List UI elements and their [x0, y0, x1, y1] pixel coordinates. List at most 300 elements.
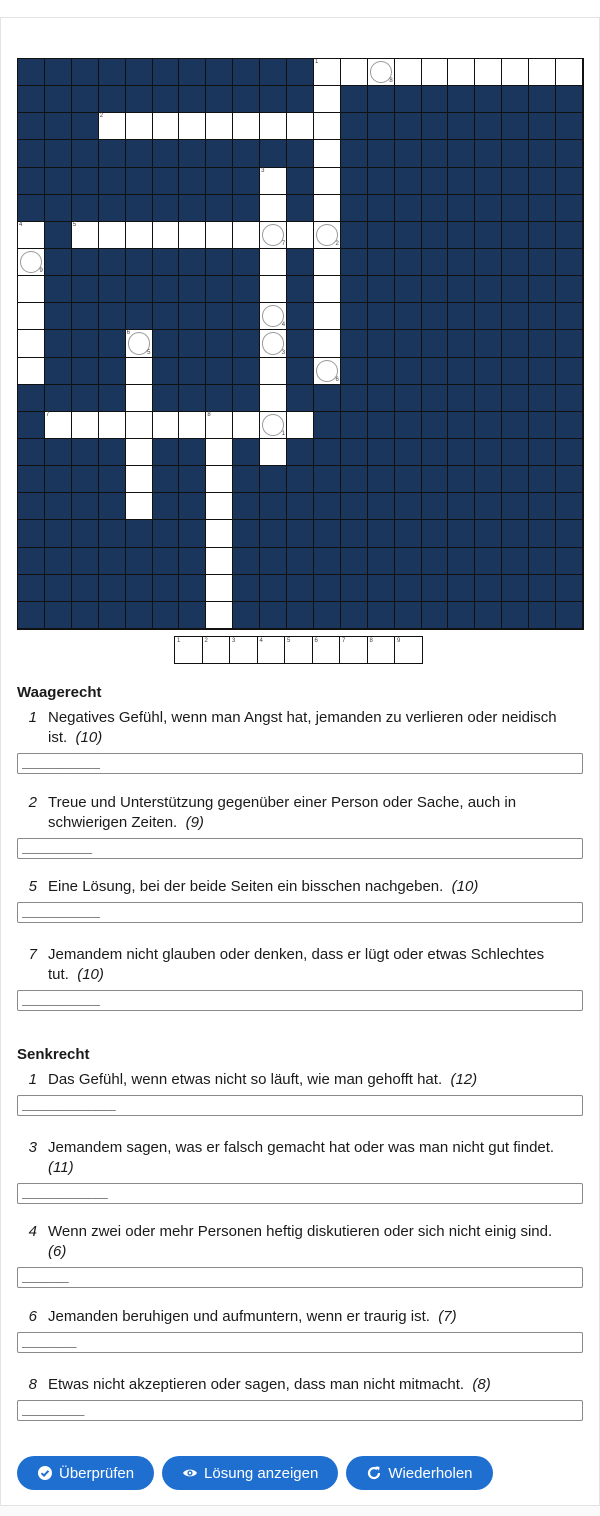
blocked-cell — [206, 168, 233, 195]
blocked-cell — [556, 385, 583, 412]
clue-length: (9) — [185, 814, 204, 831]
blocked-cell — [233, 439, 260, 466]
clue-number-label: 4 — [19, 221, 23, 228]
crossword-cell[interactable] — [233, 222, 260, 249]
blocked-cell — [287, 520, 314, 547]
clue-number: 7 — [28, 946, 37, 963]
blocked-cell — [18, 168, 45, 195]
blocked-cell — [99, 493, 126, 520]
blocked-cell — [556, 439, 583, 466]
crossword-cell[interactable] — [206, 520, 233, 547]
show-solution-button[interactable] — [162, 1456, 338, 1490]
blocked-cell — [529, 249, 556, 276]
blocked-cell — [314, 439, 341, 466]
crossword-cell[interactable] — [206, 466, 233, 493]
blocked-cell — [179, 439, 206, 466]
blocked-cell — [368, 168, 395, 195]
blocked-cell — [206, 385, 233, 412]
blocked-cell — [475, 520, 502, 547]
blocked-cell — [502, 439, 529, 466]
crossword-cell[interactable] — [529, 59, 556, 86]
answer-input[interactable] — [17, 1332, 583, 1353]
crossword-cell[interactable] — [314, 168, 341, 195]
blocked-cell — [502, 195, 529, 222]
blocked-cell — [72, 168, 99, 195]
blocked-cell — [502, 330, 529, 357]
clue-number-label: 1 — [314, 59, 319, 65]
answer-input[interactable] — [17, 753, 583, 774]
clue-length: (7) — [438, 1308, 457, 1325]
solution-letter-box — [313, 637, 341, 663]
blocked-cell — [260, 602, 287, 629]
crossword-cell[interactable] — [126, 439, 153, 466]
blocked-cell — [99, 548, 126, 575]
blocked-cell — [287, 358, 314, 385]
blocked-cell — [529, 276, 556, 303]
clue-text: Jemandem nicht glauben oder denken, dass er lügt oder etwas Schlechtes tut. (10) — [48, 946, 545, 983]
blocked-cell — [448, 140, 475, 167]
blocked-cell — [341, 113, 368, 140]
solution-index-label: 9 — [39, 268, 43, 275]
blocked-cell — [260, 493, 287, 520]
crossword-cell[interactable] — [260, 276, 287, 303]
blocked-cell — [502, 140, 529, 167]
blocked-cell — [475, 548, 502, 575]
crossword-cell[interactable] — [206, 222, 233, 249]
blocked-cell — [368, 222, 395, 249]
crossword-cell[interactable] — [260, 412, 287, 439]
blocked-cell — [395, 385, 422, 412]
blocked-cell — [395, 222, 422, 249]
crossword-cell[interactable] — [368, 59, 395, 86]
crossword-cell[interactable] — [45, 412, 72, 439]
solution-box-number: 2 — [204, 638, 208, 644]
blocked-cell — [529, 195, 556, 222]
blocked-cell — [314, 575, 341, 602]
blocked-cell — [422, 602, 449, 629]
crossword-cell[interactable] — [153, 113, 180, 140]
blocked-cell — [153, 385, 180, 412]
check-button[interactable] — [17, 1456, 154, 1490]
blocked-cell — [99, 140, 126, 167]
blocked-cell — [368, 86, 395, 113]
crossword-cell[interactable] — [475, 59, 502, 86]
blocked-cell — [395, 548, 422, 575]
blocked-cell — [475, 86, 502, 113]
solution-index-label: 5 — [147, 349, 151, 356]
blocked-cell — [287, 548, 314, 575]
crossword-cell[interactable] — [18, 222, 45, 249]
crossword-cell[interactable] — [314, 195, 341, 222]
blocked-cell — [556, 466, 583, 493]
down-clue-6 — [17, 1307, 583, 1353]
blocked-cell — [395, 520, 422, 547]
blocked-cell — [475, 439, 502, 466]
crossword-cell[interactable] — [314, 222, 341, 249]
blocked-cell — [126, 249, 153, 276]
blocked-cell — [18, 520, 45, 547]
crossword-cell[interactable] — [260, 330, 287, 357]
check-circle-icon — [37, 1465, 53, 1481]
blocked-cell — [153, 548, 180, 575]
blocked-cell — [153, 59, 180, 86]
blocked-cell — [99, 168, 126, 195]
crossword-cell[interactable] — [206, 548, 233, 575]
blocked-cell — [368, 249, 395, 276]
blocked-cell — [287, 330, 314, 357]
crossword-cell[interactable] — [260, 168, 287, 195]
blocked-cell — [502, 222, 529, 249]
blocked-cell — [260, 575, 287, 602]
blocked-cell — [18, 385, 45, 412]
clue-text: Wenn zwei oder mehr Personen heftig diskutieren oder sich nicht einig sind. (6) — [48, 1223, 553, 1260]
blocked-cell — [529, 548, 556, 575]
crossword-cell[interactable] — [126, 466, 153, 493]
blocked-cell — [368, 303, 395, 330]
blocked-cell — [502, 466, 529, 493]
crossword-cell[interactable] — [99, 412, 126, 439]
crossword-cell[interactable] — [206, 575, 233, 602]
blocked-cell — [72, 195, 99, 222]
blocked-cell — [448, 276, 475, 303]
crossword-cell[interactable] — [314, 249, 341, 276]
blocked-cell — [502, 168, 529, 195]
crossword-cell[interactable] — [556, 59, 583, 86]
blocked-cell — [45, 86, 72, 113]
blocked-cell — [422, 113, 449, 140]
blocked-cell — [45, 222, 72, 249]
clue-text: Etwas nicht akzeptieren oder sagen, dass man nicht mitmacht. (8) — [48, 1376, 491, 1393]
blocked-cell — [448, 493, 475, 520]
crossword-cell[interactable] — [314, 59, 341, 86]
blocked-cell — [395, 439, 422, 466]
crossword-cell[interactable] — [72, 222, 99, 249]
clue-length: (8) — [472, 1376, 491, 1393]
blocked-cell — [448, 412, 475, 439]
crossword-cell[interactable] — [314, 303, 341, 330]
blocked-cell — [556, 493, 583, 520]
answer-input[interactable] — [17, 838, 583, 859]
crossword-cell[interactable] — [126, 385, 153, 412]
blocked-cell — [448, 249, 475, 276]
solution-index-label: 4 — [281, 322, 286, 329]
blocked-cell — [233, 276, 260, 303]
crossword-cell[interactable] — [153, 222, 180, 249]
solution-index-label: 7 — [281, 240, 286, 247]
blocked-cell — [502, 575, 529, 602]
blocked-cell — [448, 439, 475, 466]
blocked-cell — [45, 385, 72, 412]
crossword-cell[interactable] — [260, 113, 287, 140]
blocked-cell — [422, 140, 449, 167]
crossword-cell[interactable] — [260, 222, 287, 249]
crossword-cell[interactable] — [448, 59, 475, 86]
blocked-cell — [502, 548, 529, 575]
blocked-cell — [260, 548, 287, 575]
clue-length: (10) — [77, 966, 104, 983]
blocked-cell — [126, 575, 153, 602]
blocked-cell — [206, 276, 233, 303]
blocked-cell — [341, 439, 368, 466]
blocked-cell — [126, 276, 153, 303]
crossword-cell[interactable] — [260, 385, 287, 412]
answer-input[interactable] — [17, 1400, 583, 1421]
blocked-cell — [179, 602, 206, 629]
blocked-cell — [287, 249, 314, 276]
blocked-cell — [179, 520, 206, 547]
crossword-cell[interactable] — [260, 249, 287, 276]
blocked-cell — [233, 493, 260, 520]
blocked-cell — [368, 575, 395, 602]
crossword-grid — [17, 58, 584, 630]
crossword-cell[interactable] — [287, 113, 314, 140]
blocked-cell — [72, 439, 99, 466]
blocked-cell — [395, 330, 422, 357]
blocked-cell — [45, 493, 72, 520]
blocked-cell — [153, 86, 180, 113]
blocked-cell — [502, 412, 529, 439]
blocked-cell — [287, 276, 314, 303]
crossword-cell[interactable] — [287, 412, 314, 439]
retry-button[interactable] — [346, 1456, 492, 1490]
crossword-cell[interactable] — [206, 493, 233, 520]
blocked-cell — [260, 86, 287, 113]
clue-length: (6) — [48, 1243, 67, 1260]
blocked-cell — [233, 140, 260, 167]
solution-box-number: 8 — [369, 638, 373, 644]
crossword-cell[interactable] — [260, 195, 287, 222]
crossword-cell[interactable] — [179, 113, 206, 140]
blocked-cell — [206, 86, 233, 113]
blocked-cell — [179, 303, 206, 330]
blocked-cell — [72, 520, 99, 547]
crossword-cell[interactable] — [287, 222, 314, 249]
show-solution-button-label: Lösung anzeigen — [204, 1464, 319, 1482]
blocked-cell — [395, 113, 422, 140]
crossword-cell[interactable] — [18, 249, 45, 276]
crossword-cell[interactable] — [206, 602, 233, 629]
blocked-cell — [502, 493, 529, 520]
solution-box-number: 7 — [342, 638, 346, 644]
solution-box-number: 3 — [232, 638, 236, 644]
crossword-cell[interactable] — [99, 222, 126, 249]
solution-index-label: 8 — [389, 78, 393, 85]
blocked-cell — [448, 358, 475, 385]
crossword-cell[interactable] — [233, 412, 260, 439]
blocked-cell — [99, 330, 126, 357]
blocked-cell — [233, 330, 260, 357]
crossword-cell[interactable] — [18, 276, 45, 303]
crossword-cell[interactable] — [126, 358, 153, 385]
blocked-cell — [206, 140, 233, 167]
blocked-cell — [18, 59, 45, 86]
blocked-cell — [341, 303, 368, 330]
blocked-cell — [422, 249, 449, 276]
blocked-cell — [341, 493, 368, 520]
blocked-cell — [341, 548, 368, 575]
blocked-cell — [556, 168, 583, 195]
answer-input[interactable] — [17, 990, 583, 1011]
blocked-cell — [72, 602, 99, 629]
blocked-cell — [45, 330, 72, 357]
answer-input[interactable] — [17, 1095, 583, 1116]
answer-input[interactable] — [17, 1183, 583, 1204]
blocked-cell — [99, 195, 126, 222]
blocked-cell — [99, 276, 126, 303]
blocked-cell — [287, 385, 314, 412]
crossword-cell[interactable] — [422, 59, 449, 86]
blocked-cell — [556, 140, 583, 167]
blocked-cell — [341, 140, 368, 167]
crossword-cell[interactable] — [179, 412, 206, 439]
solution-box-number: 1 — [177, 638, 181, 644]
across-clue-2 — [17, 793, 583, 859]
blocked-cell — [422, 195, 449, 222]
blocked-cell — [422, 222, 449, 249]
crossword-cell[interactable] — [126, 330, 153, 357]
crossword-cell[interactable] — [206, 113, 233, 140]
blocked-cell — [368, 385, 395, 412]
crossword-cell[interactable] — [341, 59, 368, 86]
blocked-cell — [45, 548, 72, 575]
crossword-cell[interactable] — [314, 358, 341, 385]
blocked-cell — [126, 59, 153, 86]
crossword-cell[interactable] — [206, 439, 233, 466]
blocked-cell — [72, 385, 99, 412]
clue-number: 4 — [28, 1223, 37, 1240]
blocked-cell — [341, 385, 368, 412]
blocked-cell — [502, 303, 529, 330]
down-clue-8 — [17, 1375, 583, 1421]
blocked-cell — [126, 520, 153, 547]
crossword-cell[interactable] — [260, 303, 287, 330]
crossword-cell[interactable] — [18, 303, 45, 330]
blocked-cell — [341, 276, 368, 303]
solution-letter-box — [395, 637, 423, 663]
crossword-cell[interactable] — [179, 222, 206, 249]
blocked-cell — [529, 222, 556, 249]
crossword-cell[interactable] — [502, 59, 529, 86]
blocked-cell — [153, 602, 180, 629]
crossword-cell[interactable] — [126, 493, 153, 520]
blocked-cell — [179, 575, 206, 602]
blocked-cell — [233, 602, 260, 629]
crossword-cell[interactable] — [395, 59, 422, 86]
solution-letter-box — [285, 637, 313, 663]
blocked-cell — [341, 249, 368, 276]
blocked-cell — [179, 385, 206, 412]
blocked-cell — [529, 303, 556, 330]
blocked-cell — [72, 113, 99, 140]
crossword-cell[interactable] — [314, 113, 341, 140]
blocked-cell — [260, 140, 287, 167]
blocked-cell — [72, 330, 99, 357]
clue-length: (11) — [48, 1159, 74, 1176]
blocked-cell — [395, 466, 422, 493]
crossword-cell[interactable] — [206, 412, 233, 439]
crossword-cell[interactable] — [314, 276, 341, 303]
blocked-cell — [126, 140, 153, 167]
blocked-cell — [475, 195, 502, 222]
blocked-cell — [18, 548, 45, 575]
blocked-cell — [72, 466, 99, 493]
crossword-cell[interactable] — [314, 86, 341, 113]
clue-number: 1 — [28, 709, 37, 726]
blocked-cell — [233, 168, 260, 195]
blocked-cell — [18, 86, 45, 113]
blocked-cell — [368, 439, 395, 466]
crossword-cell[interactable] — [72, 412, 99, 439]
crossword-cell[interactable] — [99, 113, 126, 140]
blocked-cell — [314, 493, 341, 520]
blocked-cell — [99, 358, 126, 385]
solution-letter-box — [368, 637, 396, 663]
blocked-cell — [126, 86, 153, 113]
crossword-cell[interactable] — [126, 222, 153, 249]
blocked-cell — [99, 466, 126, 493]
blocked-cell — [475, 140, 502, 167]
bottom-bar — [0, 1505, 600, 1516]
blocked-cell — [448, 86, 475, 113]
blocked-cell — [18, 602, 45, 629]
blocked-cell — [529, 520, 556, 547]
blocked-cell — [475, 493, 502, 520]
blocked-cell — [422, 548, 449, 575]
clue-text: Das Gefühl, wenn etwas nicht so läuft, wie man gehofft hat. (12) — [48, 1071, 478, 1088]
blocked-cell — [18, 575, 45, 602]
blocked-cell — [153, 303, 180, 330]
crossword-cell[interactable] — [260, 358, 287, 385]
crossword-cell[interactable] — [233, 113, 260, 140]
answer-input[interactable] — [17, 902, 583, 923]
blocked-cell — [368, 140, 395, 167]
crossword-cell[interactable] — [18, 358, 45, 385]
blocked-cell — [395, 249, 422, 276]
blocked-cell — [475, 358, 502, 385]
crossword-cell[interactable] — [260, 439, 287, 466]
across-clue-1 — [17, 708, 583, 774]
solution-index-label: 6 — [335, 376, 339, 383]
crossword-cell[interactable] — [126, 412, 153, 439]
clue-number-label: 6 — [126, 330, 130, 337]
blocked-cell — [368, 195, 395, 222]
blocked-cell — [529, 439, 556, 466]
blocked-cell — [179, 330, 206, 357]
blocked-cell — [233, 195, 260, 222]
blocked-cell — [233, 358, 260, 385]
blocked-cell — [18, 140, 45, 167]
clue-length: (12) — [450, 1071, 478, 1088]
crossword-cell[interactable] — [18, 330, 45, 357]
blocked-cell — [45, 466, 72, 493]
answer-input[interactable] — [17, 1267, 583, 1288]
blocked-cell — [99, 385, 126, 412]
blocked-cell — [233, 520, 260, 547]
down-clue-1 — [17, 1070, 583, 1116]
solution-box-number: 4 — [259, 638, 263, 644]
blocked-cell — [529, 602, 556, 629]
blocked-cell — [502, 520, 529, 547]
crossword-cell[interactable] — [314, 140, 341, 167]
blocked-cell — [179, 195, 206, 222]
crossword-cell[interactable] — [153, 412, 180, 439]
blocked-cell — [126, 548, 153, 575]
crossword-cell[interactable] — [314, 330, 341, 357]
crossword-cell[interactable] — [126, 113, 153, 140]
blocked-cell — [153, 140, 180, 167]
clue-number: 3 — [28, 1139, 37, 1156]
blocked-cell — [529, 385, 556, 412]
